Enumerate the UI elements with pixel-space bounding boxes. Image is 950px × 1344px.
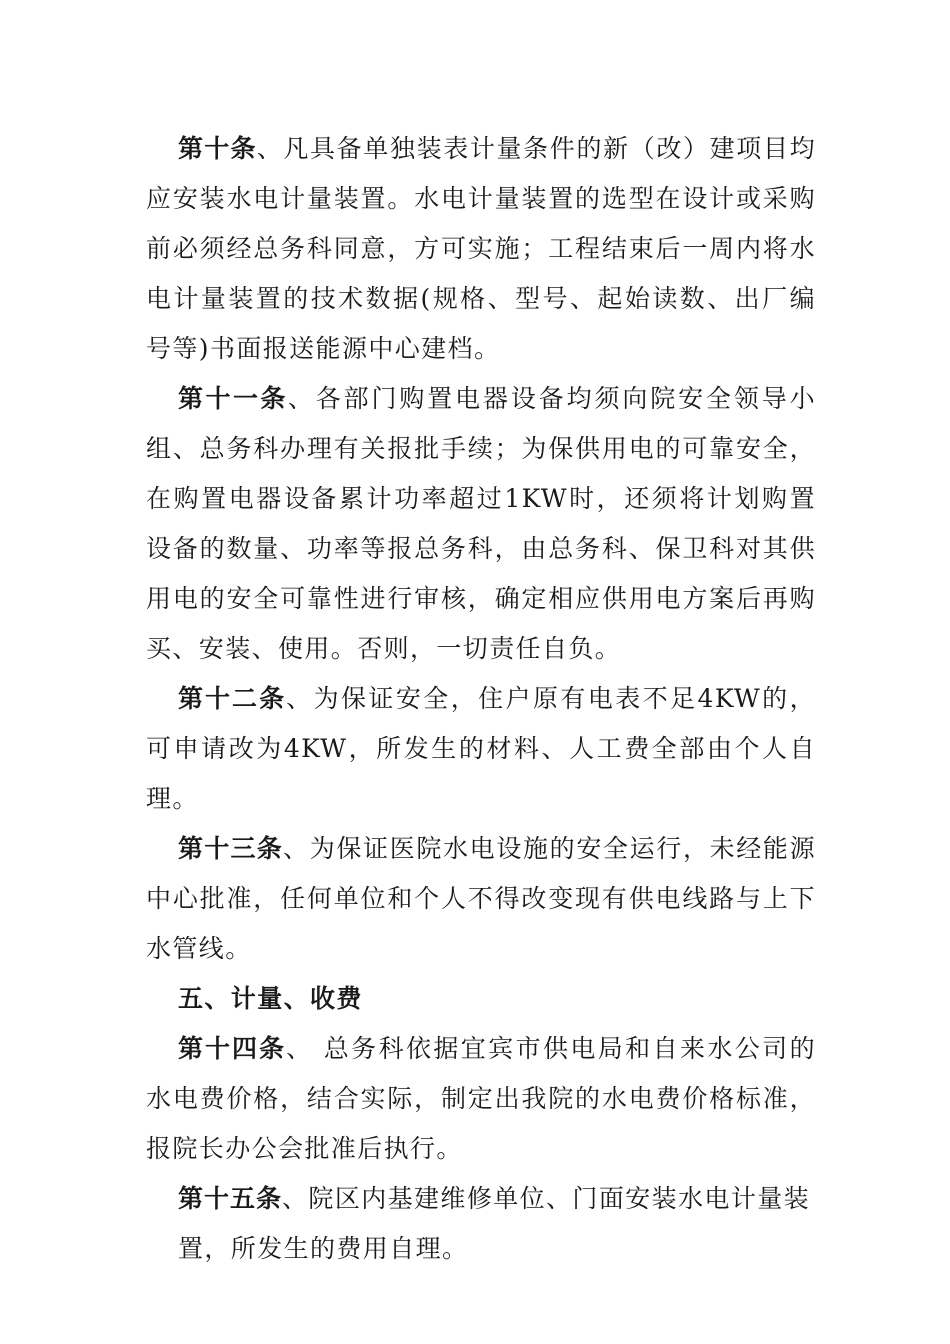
article-number: 第十四条 <box>178 1034 287 1063</box>
article-text: 为保证安全，住户原有电表不足4KW的，可申请改为4KW，所发生的材料、人工费全部由个人自理。 <box>146 684 816 813</box>
article-text: 为保证医院水电设施的安全运行，未经能源中心批准，任何单位和个人不得改变现有供电线路与上下水管线。 <box>146 834 816 963</box>
article-text: 总务科依据宜宾市供电局和自来水公司的水电费价格，结合实际，制定出我院的水电费价格标准，报院长办公会批准后执行。 <box>146 1034 816 1163</box>
article-11 <box>146 374 816 674</box>
article-15 <box>146 1174 816 1274</box>
article-separator: 、 <box>283 834 310 863</box>
article-separator: 、 <box>286 684 314 713</box>
section-heading: 五、计量、收费 <box>178 984 363 1013</box>
article-separator: 、 <box>286 1034 314 1063</box>
article-separator: 、 <box>256 134 284 163</box>
article-number: 第十条 <box>178 134 257 163</box>
article-separator: 、 <box>287 384 316 413</box>
article-number: 第十一条 <box>178 384 288 413</box>
article-14 <box>146 1024 816 1174</box>
article-number: 第十三条 <box>178 834 284 863</box>
article-text: 凡具备单独装表计量条件的新（改）建项目均应安装水电计量装置。水电计量装置的选型在设计或采购前必须经总务科同意，方可实施；工程结束后一周内将水电计量装置的技术数据(规格、型号、起始读数、出厂编号等)书面报送能源中心建档。 <box>146 134 816 363</box>
article-number: 第十五条 <box>178 1184 283 1213</box>
article-text: 院区内基建维修单位、门面安装水电计量装置，所发生的费用自理。 <box>178 1184 811 1263</box>
document-body <box>146 124 816 1274</box>
article-separator: 、 <box>282 1184 309 1213</box>
article-number: 第十二条 <box>178 684 287 713</box>
article-13 <box>146 824 816 974</box>
article-10 <box>146 124 816 374</box>
article-text: 各部门购置电器设备均须向院安全领导小组、总务科办理有关报批手续；为保供用电的可靠安全，在购置电器设备累计功率超过1KW时，还须将计划购置设备的数量、功率等报总务科，由总务科、保卫科对其供用电的安全可靠性进行审核，确定相应供用电方案后再购买、安装、使用。否则，一切责任自负。 <box>146 384 816 663</box>
article-12 <box>146 674 816 824</box>
